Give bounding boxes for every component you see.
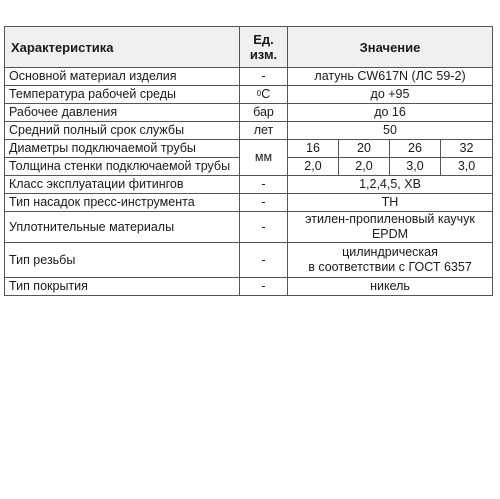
row-unit: - <box>240 68 288 86</box>
row-unit: - <box>240 243 288 278</box>
row-value: этилен-пропиленовый каучук EPDM <box>288 212 493 243</box>
row-name: Класс эксплуатации фитингов <box>5 176 240 194</box>
row-name: Диаметры подключаемой трубы <box>5 140 240 158</box>
row-name: Тип насадок пресс-инструмента <box>5 194 240 212</box>
row-value: 50 <box>288 122 493 140</box>
wall-cell: 2,0 <box>339 158 390 176</box>
row-value: латунь CW617N (ЛС 59-2) <box>288 68 493 86</box>
row-unit-text: С <box>261 87 271 101</box>
wall-cell: 2,0 <box>288 158 339 176</box>
table-row <box>5 122 493 140</box>
wall-cell: 3,0 <box>441 158 493 176</box>
row-unit: лет <box>240 122 288 140</box>
wall-cell: 3,0 <box>390 158 441 176</box>
row-value: до +95 <box>288 86 493 104</box>
table-row <box>5 86 493 104</box>
row-name: Основной материал изделия <box>5 68 240 86</box>
row-unit: - <box>240 176 288 194</box>
row-name: Средний полный срок службы <box>5 122 240 140</box>
header-unit-line1: Ед. <box>253 32 274 47</box>
table-row <box>5 194 493 212</box>
spec-table <box>4 26 493 296</box>
row-name: Тип резьбы <box>5 243 240 278</box>
table-row <box>5 176 493 194</box>
row-value: 1,2,4,5, ХВ <box>288 176 493 194</box>
row-name: Температура рабочей среды <box>5 86 240 104</box>
header-value: Значение <box>288 27 493 68</box>
header-unit <box>240 27 288 68</box>
degree-superscript: 0 <box>256 89 262 98</box>
row-value: никель <box>288 278 493 296</box>
header-unit-line2: изм. <box>249 47 278 62</box>
table-row <box>5 212 493 243</box>
spec-table-container <box>4 26 492 296</box>
row-unit: - <box>240 278 288 296</box>
row-value-line1: цилиндрическая <box>342 245 438 259</box>
diameter-cell: 32 <box>441 140 493 158</box>
row-value: TH <box>288 194 493 212</box>
row-name: Тип покрытия <box>5 278 240 296</box>
row-value-line2: в соответствии с ГОСТ 6357 <box>308 260 472 274</box>
table-row-pipe-diameters <box>5 140 493 158</box>
row-unit: мм <box>240 140 288 176</box>
diameter-cell: 20 <box>339 140 390 158</box>
row-unit <box>240 86 288 104</box>
row-name: Уплотнительные материалы <box>5 212 240 243</box>
row-unit: - <box>240 194 288 212</box>
table-row <box>5 278 493 296</box>
row-value <box>288 243 493 278</box>
header-characteristic: Характеристика <box>5 27 240 68</box>
row-name: Толщина стенки подключаемой трубы <box>5 158 240 176</box>
row-name: Рабочее давления <box>5 104 240 122</box>
row-unit: бар <box>240 104 288 122</box>
header-row <box>5 27 493 68</box>
table-row <box>5 68 493 86</box>
diameter-cell: 26 <box>390 140 441 158</box>
table-row <box>5 243 493 278</box>
diameter-cell: 16 <box>288 140 339 158</box>
table-row <box>5 104 493 122</box>
row-value: до 16 <box>288 104 493 122</box>
row-unit: - <box>240 212 288 243</box>
